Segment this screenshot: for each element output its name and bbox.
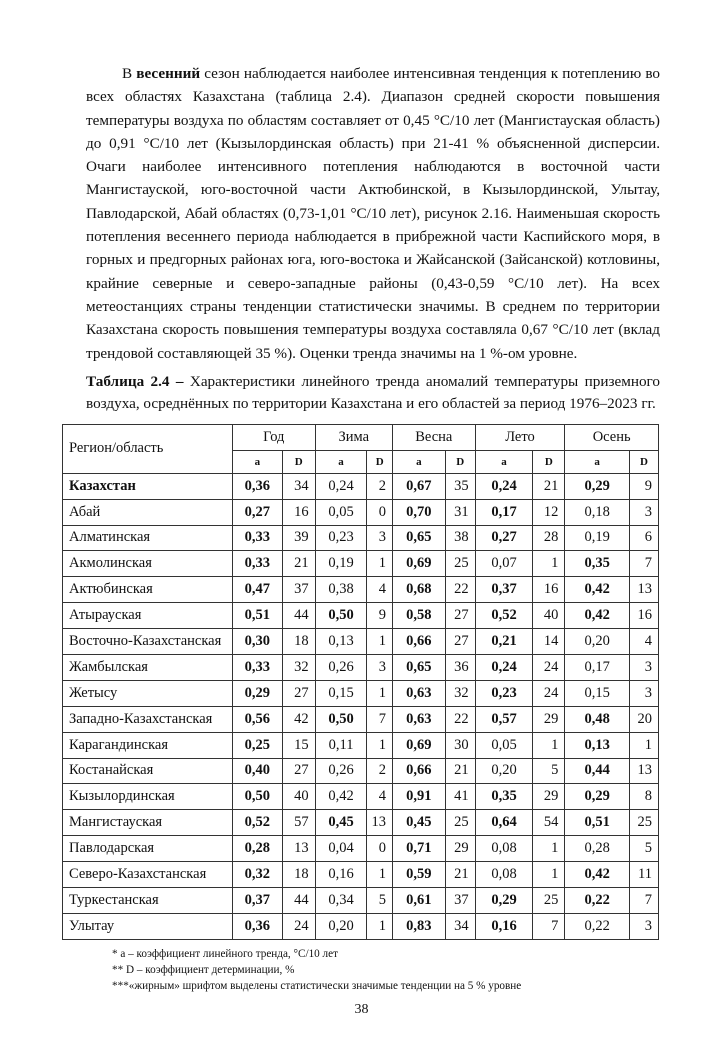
determination-cell: 24 xyxy=(533,680,565,706)
determination-cell: 13 xyxy=(367,810,393,836)
trend-coefficient-cell: 0,70 xyxy=(392,499,445,525)
trend-coefficient-cell: 0,34 xyxy=(315,888,367,914)
trend-coefficient-cell: 0,19 xyxy=(565,525,630,551)
trend-coefficient-cell: 0,28 xyxy=(232,836,282,862)
table-row xyxy=(63,525,659,551)
determination-cell: 42 xyxy=(282,706,315,732)
subheader-a: a xyxy=(315,450,367,473)
trend-coefficient-cell: 0,42 xyxy=(315,784,367,810)
determination-cell: 13 xyxy=(629,577,658,603)
region-name: Акмолинская xyxy=(63,551,233,577)
determination-cell: 25 xyxy=(629,810,658,836)
trend-coefficient-cell: 0,45 xyxy=(315,810,367,836)
trend-coefficient-cell: 0,27 xyxy=(475,525,533,551)
region-name: Абай xyxy=(63,499,233,525)
subheader-d: D xyxy=(533,450,565,473)
trend-coefficient-cell: 0,29 xyxy=(475,888,533,914)
footnote: * a – коэффициент линейного тренда, °С/10 лет xyxy=(112,947,338,960)
trend-coefficient-cell: 0,68 xyxy=(392,577,445,603)
trend-coefficient-cell: 0,05 xyxy=(315,499,367,525)
determination-cell: 3 xyxy=(367,525,393,551)
trend-coefficient-cell: 0,29 xyxy=(565,473,630,499)
determination-cell: 44 xyxy=(282,888,315,914)
trend-coefficient-cell: 0,20 xyxy=(315,913,367,939)
determination-cell: 28 xyxy=(533,525,565,551)
region-name: Кызылординская xyxy=(63,784,233,810)
trend-coefficient-cell: 0,65 xyxy=(392,525,445,551)
caption-text: Характеристики линейного тренда аномалий температуры приземного воздуха, осреднённых по территории Казахстана и его областей за период 1976–2023 гг. xyxy=(86,372,660,413)
trend-coefficient-cell: 0,66 xyxy=(392,629,445,655)
trend-coefficient-cell: 0,24 xyxy=(475,654,533,680)
region-name: Казахстан xyxy=(63,473,233,499)
trend-coefficient-cell: 0,38 xyxy=(315,577,367,603)
region-name: Атырауская xyxy=(63,603,233,629)
season-header: Весна xyxy=(392,424,475,450)
determination-cell: 39 xyxy=(282,525,315,551)
trend-coefficient-cell: 0,08 xyxy=(475,862,533,888)
determination-cell: 20 xyxy=(629,706,658,732)
subheader-a: a xyxy=(392,450,445,473)
determination-cell: 7 xyxy=(629,888,658,914)
determination-cell: 9 xyxy=(367,603,393,629)
trend-coefficient-cell: 0,71 xyxy=(392,836,445,862)
determination-cell: 0 xyxy=(367,499,393,525)
determination-cell: 29 xyxy=(445,836,475,862)
region-name: Восточно-Казахстанская xyxy=(63,629,233,655)
determination-cell: 1 xyxy=(367,629,393,655)
paragraph-text: сезон наблюдается наиболее интенсивная тенденция к потеплению во всех областях Казахстана (таблица 2.4). Диапазон средней скорости повышения температуры воздуха по областям составляет от 0,45 °С/10 лет (Мангистауская область) до 0,91 °С/10 лет (Кызылординская область) при 21-41 % объясненной дисперсии. Очаги наиболее интенсивного потепления наблюдаются в восточной части Мангистауской, юго-восточной части Актюбинской, в Кызылординской, Улытау, Павлодарской, Абай областях (0,73-1,01 °С/10 лет), рисунок 2.16. Наименьшая скорость потепления весеннего периода наблюдается в прибрежной части Каспийского моря, в горных и предгорных районах юга, юго-востока и Жайсанской (Зайсанской) котловины, крайние северные и северо-западные районы (0,43-0,59 °С/10 лет). На всех метеостанциях страны тенденции статистически значимы. В среднем по территории Казахстана скорость повышения температуры воздуха составляла 0,67 °С/10 лет (вклад трендовой составляющей 35 %). Оценки тренда значимы на 1 %-ом уровне. xyxy=(86,65,660,362)
table-row xyxy=(63,577,659,603)
determination-cell: 1 xyxy=(367,862,393,888)
trend-coefficient-cell: 0,24 xyxy=(315,473,367,499)
trend-coefficient-cell: 0,29 xyxy=(232,680,282,706)
determination-cell: 1 xyxy=(533,551,565,577)
region-name: Мангистауская xyxy=(63,810,233,836)
paragraph-lead: В xyxy=(122,65,137,82)
trend-coefficient-cell: 0,23 xyxy=(315,525,367,551)
determination-cell: 32 xyxy=(445,680,475,706)
determination-cell: 5 xyxy=(629,836,658,862)
determination-cell: 14 xyxy=(533,629,565,655)
season-header: Осень xyxy=(565,424,659,450)
table-body xyxy=(63,473,659,939)
determination-cell: 31 xyxy=(445,499,475,525)
determination-cell: 2 xyxy=(367,758,393,784)
trend-coefficient-cell: 0,22 xyxy=(565,913,630,939)
region-name: Актюбинская xyxy=(63,577,233,603)
region-name: Жетысу xyxy=(63,680,233,706)
determination-cell: 25 xyxy=(445,551,475,577)
trend-coefficient-cell: 0,64 xyxy=(475,810,533,836)
trend-coefficient-cell: 0,66 xyxy=(392,758,445,784)
table-row xyxy=(63,784,659,810)
determination-cell: 27 xyxy=(282,680,315,706)
determination-cell: 12 xyxy=(533,499,565,525)
determination-cell: 18 xyxy=(282,862,315,888)
determination-cell: 40 xyxy=(282,784,315,810)
determination-cell: 38 xyxy=(445,525,475,551)
trend-coefficient-cell: 0,07 xyxy=(475,551,533,577)
trend-coefficient-cell: 0,63 xyxy=(392,706,445,732)
trend-coefficient-cell: 0,48 xyxy=(565,706,630,732)
determination-cell: 1 xyxy=(629,732,658,758)
trend-coefficient-cell: 0,50 xyxy=(232,784,282,810)
trend-coefficient-cell: 0,50 xyxy=(315,706,367,732)
subheader-a: a xyxy=(565,450,630,473)
table-row xyxy=(63,706,659,732)
region-name: Жамбылская xyxy=(63,654,233,680)
trend-coefficient-cell: 0,52 xyxy=(232,810,282,836)
trend-coefficient-cell: 0,69 xyxy=(392,732,445,758)
determination-cell: 1 xyxy=(533,836,565,862)
determination-cell: 22 xyxy=(445,577,475,603)
season-header: Зима xyxy=(315,424,392,450)
determination-cell: 1 xyxy=(533,862,565,888)
determination-cell: 35 xyxy=(445,473,475,499)
determination-cell: 29 xyxy=(533,706,565,732)
determination-cell: 15 xyxy=(282,732,315,758)
table-row xyxy=(63,836,659,862)
determination-cell: 34 xyxy=(445,913,475,939)
paragraph-bold-word: весенний xyxy=(136,65,201,82)
trend-coefficient-cell: 0,17 xyxy=(475,499,533,525)
subheader-d: D xyxy=(629,450,658,473)
trend-coefficient-cell: 0,83 xyxy=(392,913,445,939)
determination-cell: 7 xyxy=(367,706,393,732)
trend-coefficient-cell: 0,51 xyxy=(232,603,282,629)
table-caption xyxy=(86,371,660,416)
determination-cell: 3 xyxy=(629,913,658,939)
trend-coefficient-cell: 0,30 xyxy=(232,629,282,655)
trend-coefficient-cell: 0,18 xyxy=(565,499,630,525)
trend-coefficient-cell: 0,17 xyxy=(565,654,630,680)
determination-cell: 57 xyxy=(282,810,315,836)
determination-cell: 1 xyxy=(367,732,393,758)
trend-coefficient-cell: 0,19 xyxy=(315,551,367,577)
trend-coefficient-cell: 0,32 xyxy=(232,862,282,888)
trend-coefficient-cell: 0,25 xyxy=(232,732,282,758)
determination-cell: 13 xyxy=(282,836,315,862)
determination-cell: 40 xyxy=(533,603,565,629)
subheader-d: D xyxy=(445,450,475,473)
trend-coefficient-cell: 0,65 xyxy=(392,654,445,680)
determination-cell: 22 xyxy=(445,706,475,732)
determination-cell: 1 xyxy=(533,732,565,758)
trend-coefficient-cell: 0,13 xyxy=(315,629,367,655)
trend-coefficient-cell: 0,37 xyxy=(232,888,282,914)
determination-cell: 54 xyxy=(533,810,565,836)
determination-cell: 27 xyxy=(282,758,315,784)
trend-table xyxy=(62,424,659,940)
footnote: ** D – коэффициент детерминации, % xyxy=(112,963,295,976)
season-header: Год xyxy=(232,424,315,450)
table-row xyxy=(63,888,659,914)
determination-cell: 30 xyxy=(445,732,475,758)
trend-coefficient-cell: 0,42 xyxy=(565,603,630,629)
determination-cell: 3 xyxy=(629,654,658,680)
trend-coefficient-cell: 0,57 xyxy=(475,706,533,732)
trend-coefficient-cell: 0,16 xyxy=(315,862,367,888)
trend-coefficient-cell: 0,40 xyxy=(232,758,282,784)
trend-coefficient-cell: 0,29 xyxy=(565,784,630,810)
determination-cell: 21 xyxy=(445,862,475,888)
determination-cell: 24 xyxy=(282,913,315,939)
determination-cell: 27 xyxy=(445,629,475,655)
determination-cell: 16 xyxy=(629,603,658,629)
determination-cell: 4 xyxy=(367,784,393,810)
trend-coefficient-cell: 0,26 xyxy=(315,654,367,680)
trend-coefficient-cell: 0,58 xyxy=(392,603,445,629)
determination-cell: 36 xyxy=(445,654,475,680)
trend-coefficient-cell: 0,44 xyxy=(565,758,630,784)
determination-cell: 11 xyxy=(629,862,658,888)
region-name: Северо-Казахстанская xyxy=(63,862,233,888)
trend-coefficient-cell: 0,11 xyxy=(315,732,367,758)
page-number: 38 xyxy=(354,1001,369,1017)
determination-cell: 21 xyxy=(533,473,565,499)
determination-cell: 34 xyxy=(282,473,315,499)
determination-cell: 9 xyxy=(629,473,658,499)
trend-coefficient-cell: 0,27 xyxy=(232,499,282,525)
trend-coefficient-cell: 0,04 xyxy=(315,836,367,862)
subheader-a: a xyxy=(232,450,282,473)
trend-coefficient-cell: 0,15 xyxy=(565,680,630,706)
determination-cell: 25 xyxy=(445,810,475,836)
footnotes xyxy=(112,946,660,994)
trend-coefficient-cell: 0,22 xyxy=(565,888,630,914)
table-row xyxy=(63,732,659,758)
trend-coefficient-cell: 0,20 xyxy=(475,758,533,784)
trend-coefficient-cell: 0,63 xyxy=(392,680,445,706)
trend-coefficient-cell: 0,67 xyxy=(392,473,445,499)
trend-coefficient-cell: 0,51 xyxy=(565,810,630,836)
table-row xyxy=(63,499,659,525)
footnote: ***«жирным» шрифтом выделены статистически значимые тенденции на 5 % уровне xyxy=(112,979,522,992)
trend-coefficient-cell: 0,33 xyxy=(232,551,282,577)
trend-coefficient-cell: 0,28 xyxy=(565,836,630,862)
table-row xyxy=(63,758,659,784)
table-row xyxy=(63,629,659,655)
determination-cell: 32 xyxy=(282,654,315,680)
trend-coefficient-cell: 0,36 xyxy=(232,473,282,499)
trend-coefficient-cell: 0,61 xyxy=(392,888,445,914)
trend-coefficient-cell: 0,33 xyxy=(232,654,282,680)
determination-cell: 44 xyxy=(282,603,315,629)
determination-cell: 27 xyxy=(445,603,475,629)
determination-cell: 3 xyxy=(629,499,658,525)
subheader-a: a xyxy=(475,450,533,473)
trend-coefficient-cell: 0,42 xyxy=(565,862,630,888)
trend-coefficient-cell: 0,42 xyxy=(565,577,630,603)
determination-cell: 6 xyxy=(629,525,658,551)
trend-coefficient-cell: 0,21 xyxy=(475,629,533,655)
caption-label: Таблица 2.4 – xyxy=(86,372,184,390)
region-name: Туркестанская xyxy=(63,888,233,914)
trend-coefficient-cell: 0,59 xyxy=(392,862,445,888)
determination-cell: 16 xyxy=(282,499,315,525)
trend-coefficient-cell: 0,37 xyxy=(475,577,533,603)
trend-coefficient-cell: 0,13 xyxy=(565,732,630,758)
determination-cell: 37 xyxy=(282,577,315,603)
region-name: Западно-Казахстанская xyxy=(63,706,233,732)
trend-coefficient-cell: 0,91 xyxy=(392,784,445,810)
region-name: Карагандинская xyxy=(63,732,233,758)
trend-coefficient-cell: 0,47 xyxy=(232,577,282,603)
trend-coefficient-cell: 0,36 xyxy=(232,913,282,939)
table-row xyxy=(63,810,659,836)
determination-cell: 4 xyxy=(629,629,658,655)
table-row xyxy=(63,473,659,499)
determination-cell: 2 xyxy=(367,473,393,499)
determination-cell: 29 xyxy=(533,784,565,810)
body-paragraph xyxy=(86,62,660,365)
table-row xyxy=(63,913,659,939)
trend-coefficient-cell: 0,20 xyxy=(565,629,630,655)
subheader-d: D xyxy=(367,450,393,473)
table-row xyxy=(63,862,659,888)
determination-cell: 0 xyxy=(367,836,393,862)
subheader-d: D xyxy=(282,450,315,473)
trend-coefficient-cell: 0,69 xyxy=(392,551,445,577)
determination-cell: 37 xyxy=(445,888,475,914)
trend-coefficient-cell: 0,33 xyxy=(232,525,282,551)
region-name: Улытау xyxy=(63,913,233,939)
table-row xyxy=(63,654,659,680)
determination-cell: 1 xyxy=(367,680,393,706)
trend-coefficient-cell: 0,50 xyxy=(315,603,367,629)
region-name: Алматинская xyxy=(63,525,233,551)
region-name: Павлодарская xyxy=(63,836,233,862)
trend-coefficient-cell: 0,23 xyxy=(475,680,533,706)
determination-cell: 4 xyxy=(367,577,393,603)
trend-coefficient-cell: 0,24 xyxy=(475,473,533,499)
trend-coefficient-cell: 0,16 xyxy=(475,913,533,939)
determination-cell: 21 xyxy=(282,551,315,577)
determination-cell: 24 xyxy=(533,654,565,680)
trend-coefficient-cell: 0,45 xyxy=(392,810,445,836)
trend-coefficient-cell: 0,35 xyxy=(475,784,533,810)
determination-cell: 16 xyxy=(533,577,565,603)
trend-coefficient-cell: 0,08 xyxy=(475,836,533,862)
table-row xyxy=(63,551,659,577)
season-header: Лето xyxy=(475,424,565,450)
determination-cell: 3 xyxy=(629,680,658,706)
trend-coefficient-cell: 0,35 xyxy=(565,551,630,577)
determination-cell: 5 xyxy=(367,888,393,914)
trend-coefficient-cell: 0,52 xyxy=(475,603,533,629)
table-row xyxy=(63,603,659,629)
determination-cell: 13 xyxy=(629,758,658,784)
trend-coefficient-cell: 0,56 xyxy=(232,706,282,732)
determination-cell: 1 xyxy=(367,551,393,577)
determination-cell: 5 xyxy=(533,758,565,784)
determination-cell: 21 xyxy=(445,758,475,784)
region-name: Костанайская xyxy=(63,758,233,784)
determination-cell: 8 xyxy=(629,784,658,810)
determination-cell: 18 xyxy=(282,629,315,655)
determination-cell: 25 xyxy=(533,888,565,914)
trend-coefficient-cell: 0,05 xyxy=(475,732,533,758)
determination-cell: 1 xyxy=(367,913,393,939)
trend-coefficient-cell: 0,15 xyxy=(315,680,367,706)
determination-cell: 41 xyxy=(445,784,475,810)
determination-cell: 7 xyxy=(629,551,658,577)
region-header: Регион/область xyxy=(63,424,233,473)
determination-cell: 3 xyxy=(367,654,393,680)
determination-cell: 7 xyxy=(533,913,565,939)
trend-coefficient-cell: 0,26 xyxy=(315,758,367,784)
table-row xyxy=(63,680,659,706)
